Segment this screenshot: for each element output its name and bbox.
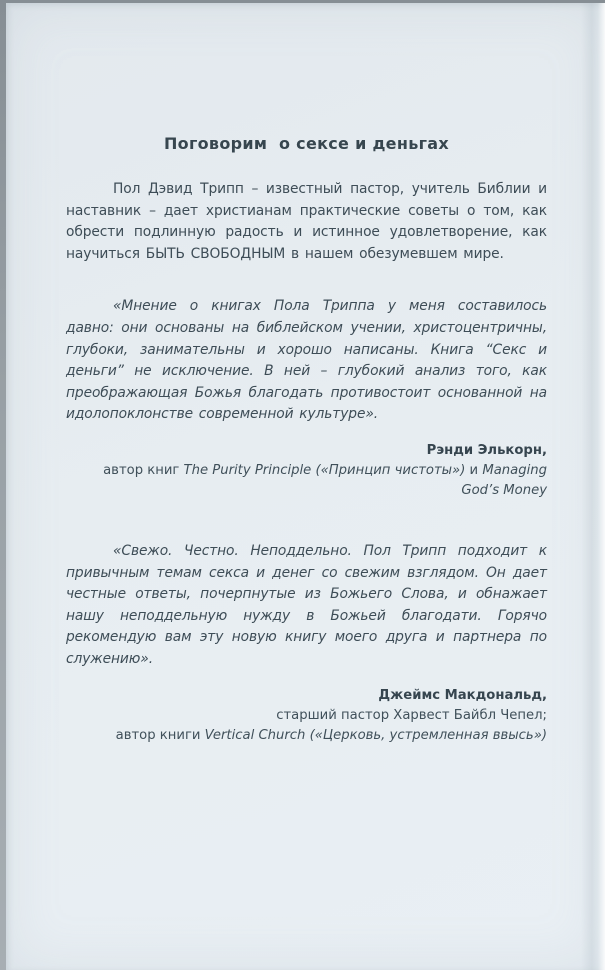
endorser-2-book-title: Vertical Church («Церковь, устремленная ввысь») (204, 727, 547, 743)
endorser-2-credit (66, 726, 547, 746)
endorsement-quote-1: «Мнение о книгах Пола Триппа у меня составилось давно: они основаны на библейском учении, христоцентричны, глубоки, занимательны и хорошо написаны. Книга “Секс и деньги” не исключение. В ней – глубокий анализ того, как преображающая Божья благодать противостоит основанной на идолопоклонстве современной культуре». (66, 298, 547, 423)
endorser-1-book-title-1: The Purity Principle («Принцип чистоты») (183, 462, 466, 478)
book-page (6, 3, 605, 970)
endorsement-quote-2: «Свежо. Честно. Неподдельно. Пол Трипп подходит к привычным темам секса и денег со свежим взглядом. Он дает честные ответы, почерпнутые из Божьего Слова, и обнажает нашу неподдельную нужду в Божьей благодати. Горячо рекомендую вам эту новую книгу моего друга и партнера по служению». (66, 542, 547, 667)
endorser-2-role: старший пастор Харвест Байбл Чепел; (276, 707, 547, 723)
intro-paragraph: Пол Дэвид Трипп – известный пастор, учитель Библии и наставник – дает христианам практические советы о том, как обрести подлинную радость и истинное удовлетворение, как научиться БЫТЬ СВОБОДНЫМ в нашем обезумевшем мире. (66, 181, 547, 262)
endorser-1-attribution (66, 441, 547, 501)
endorser-2-credit-prefix: автор книги (115, 727, 205, 743)
endorser-1-credit (66, 461, 547, 501)
endorser-1-credit-connector: и (465, 462, 483, 478)
endorser-1-name: Рэнди Элькорн, (426, 442, 547, 458)
page-title: Поговорим о сексе и деньгах (163, 134, 449, 153)
endorser-2-name: Джеймс Макдональд, (378, 687, 547, 703)
endorser-1-credit-prefix: автор книг (103, 462, 184, 478)
page-content (66, 3, 547, 746)
endorser-1-book-title-2: Managing God’s Money (461, 462, 547, 498)
endorser-2-attribution (66, 686, 547, 746)
